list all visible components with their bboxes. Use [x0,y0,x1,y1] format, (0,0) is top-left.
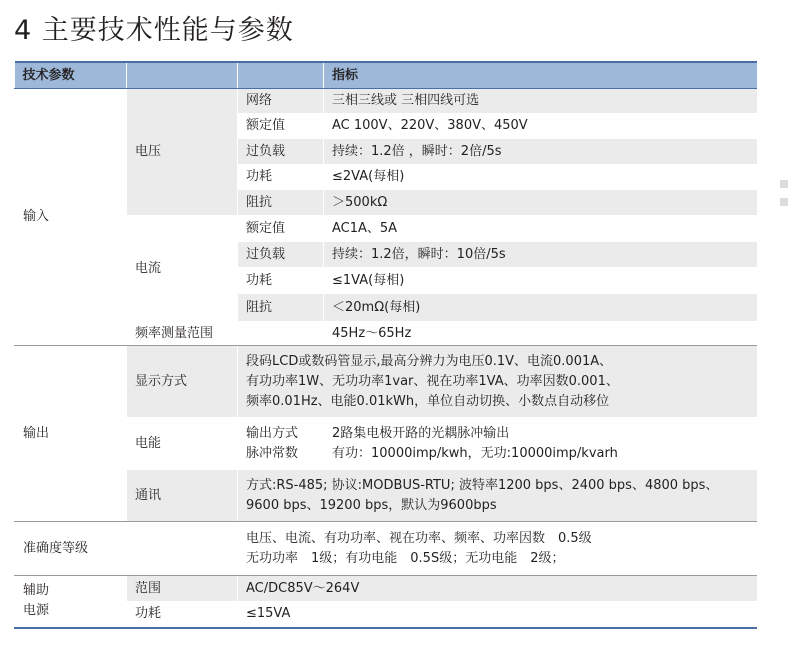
spec-name: 额定值 [238,216,324,242]
spec-name: 功耗 [238,165,324,190]
spec-table [14,61,757,629]
spec-name: 过负载 [238,242,324,268]
table-row [15,346,757,418]
accuracy-desc [238,522,757,576]
aux-power-label [15,576,127,628]
table-row [15,216,757,242]
spec-value: 持续：1.2倍，瞬时：10倍/5s [324,242,757,268]
text-line: 辅助 [23,583,50,599]
table-row [15,522,757,576]
spec-value: AC1A、5A [324,216,757,242]
spec-value: 三相三线或 三相四线可选 [324,89,757,114]
energy-key: 输出方式 [246,425,299,441]
table-header-row [15,62,757,89]
energy-desc [238,418,757,470]
spec-value: 持续：1.2倍 ，瞬时：2倍/5s [324,139,757,165]
spec-value: ＞500kΩ [324,190,757,216]
spec-name: 功耗 [238,268,324,294]
table-row [15,602,757,628]
text-line [246,444,757,464]
table-row [15,89,757,114]
output-label: 输出 [15,346,127,522]
text-line: 电源 [23,603,50,619]
energy-value: 2路集电极开路的光耦脉冲输出 [332,425,510,441]
spec-value: ≤2VA(每相) [324,165,757,190]
table-row [15,322,757,346]
spec-name: 网络 [238,89,324,114]
accuracy-label: 准确度等级 [15,522,127,576]
spec-value: 45Hz～65Hz [324,322,757,346]
text-line [246,424,757,444]
table-row [15,576,757,602]
spec-name: 功耗 [127,602,238,628]
spec-value: ＜20mΩ(每相) [324,294,757,322]
comm-desc [238,470,757,522]
display-label: 显示方式 [127,346,238,418]
header-blank-2 [238,62,324,89]
energy-label: 电能 [127,418,238,470]
accuracy-blank [127,522,238,576]
spec-value: AC 100V、220V、380V、450V [324,114,757,139]
header-indicator: 指标 [324,62,757,89]
spec-name: 过负载 [238,139,324,165]
spec-name: 范围 [127,576,238,602]
table-row [15,418,757,470]
text-line: 有功功率1W、无功功率1var、视在功率1VA、功率因数0.001、 [246,373,619,389]
spec-name: 阻抗 [238,190,324,216]
table-row [15,470,757,522]
voltage-label: 电压 [127,89,238,216]
current-label: 电流 [127,216,238,322]
spec-value: ≤1VA(每相) [324,268,757,294]
edge-mark [780,180,788,188]
energy-value: 有功：10000imp/kwh，无功:10000imp/kvarh [332,445,618,461]
display-desc [238,346,757,418]
text-line: 方式:RS-485; 协议:MODBUS-RTU; 波特率1200 bps、2400 bps、4800 bps、 [246,477,719,493]
header-param: 技术参数 [15,62,127,89]
spec-name-blank [238,322,324,346]
text-line: 频率0.01Hz、电能0.01kWh，单位自动切换、小数点自动移位 [246,393,610,409]
input-label: 输入 [15,89,127,346]
text-line: 电压、电流、有功功率、视在功率、频率、功率因数 0.5级 [246,530,592,546]
page-title: 4 主要技术性能与参数 [14,15,294,46]
text-line: 段码LCD或数码管显示,最高分辨力为电压0.1V、电流0.001A、 [246,353,613,369]
text-line: 无功功率 1级；有功电能 0.5S级；无功电能 2级； [246,550,565,566]
spec-name: 阻抗 [238,294,324,322]
spec-value: AC/DC85V～264V [238,576,757,602]
header-blank-1 [127,62,238,89]
edge-mark [780,198,788,206]
text-line: 9600 bps、19200 bps，默认为9600bps [246,497,497,513]
frequency-label: 频率测量范围 [127,322,238,346]
spec-value: ≤15VA [238,602,757,628]
comm-label: 通讯 [127,470,238,522]
energy-key: 脉冲常数 [246,445,299,461]
spec-name: 额定值 [238,114,324,139]
